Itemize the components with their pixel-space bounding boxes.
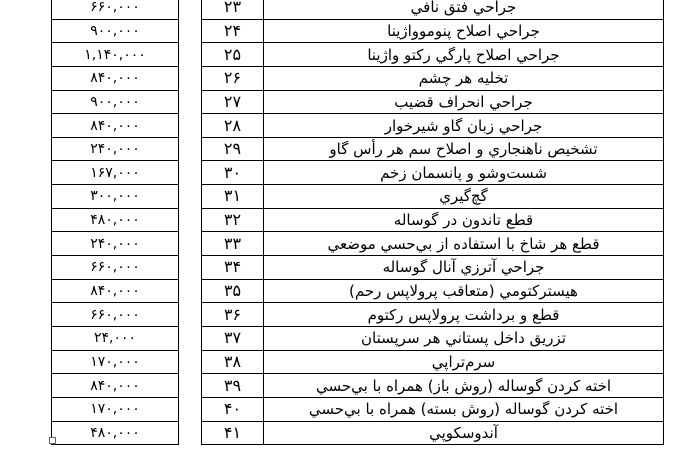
row-description: قطع هر شاخ با استفاده از بي‌حسي موضعي: [264, 232, 664, 256]
price-cell: ۱۶۷,۰۰۰: [52, 161, 179, 185]
price-cell: ۸۴۰,۰۰۰: [52, 279, 179, 303]
row-description: گچ‌گيري: [264, 185, 664, 209]
row-number: ۳۲: [202, 208, 264, 232]
price-cell: ۴۸۰,۰۰۰: [52, 208, 179, 232]
price-cell: ۴۸۰,۰۰۰: [52, 421, 179, 445]
row-number: ۲۵: [202, 43, 264, 67]
row-number: ۴۰: [202, 397, 264, 421]
row-description: جراحي زبان گاو شيرخوار: [264, 114, 664, 138]
price-cell: ۲۴,۰۰۰: [52, 326, 179, 350]
price-row: [52, 137, 179, 161]
price-row: [52, 350, 179, 374]
price-cell: ۶۶۰,۰۰۰: [52, 303, 179, 327]
price-cell: ۸۴۰,۰۰۰: [52, 374, 179, 398]
price-cell: ۲۴۰,۰۰۰: [52, 232, 179, 256]
row-description: جراحي فتق نافي: [264, 0, 664, 19]
row-number: ۳۵: [202, 279, 264, 303]
price-row: [52, 279, 179, 303]
price-row: [52, 421, 179, 445]
table-row: [202, 43, 664, 67]
table-row: [202, 279, 664, 303]
price-row: [52, 208, 179, 232]
table-row: [202, 137, 664, 161]
price-row: [52, 303, 179, 327]
row-number: ۲۷: [202, 90, 264, 114]
table-row: [202, 350, 664, 374]
row-number: ۲۶: [202, 66, 264, 90]
price-cell: ۹۰۰,۰۰۰: [52, 19, 179, 43]
price-cell: ۲۴۰,۰۰۰: [52, 137, 179, 161]
row-number: ۳۶: [202, 303, 264, 327]
row-number: ۳۴: [202, 256, 264, 280]
row-description: تخليه هر چشم: [264, 66, 664, 90]
row-number: ۲۴: [202, 19, 264, 43]
table-anchor-icon: [49, 437, 56, 444]
row-description: قطع تاندون در گوساله: [264, 208, 664, 232]
price-row: [52, 326, 179, 350]
price-cell: ۶۶۰,۰۰۰: [52, 256, 179, 280]
row-description: اخته كردن گوساله (روش باز) همراه با بي‌حسي: [264, 374, 664, 398]
table-row: [202, 232, 664, 256]
row-number: ۲۸: [202, 114, 264, 138]
price-row: [52, 232, 179, 256]
row-description: آندوسکوپي: [264, 421, 664, 445]
price-row: [52, 161, 179, 185]
row-number: ۴۱: [202, 421, 264, 445]
price-row: [52, 374, 179, 398]
price-cell: ۸۴۰,۰۰۰: [52, 114, 179, 138]
row-number: ۳۳: [202, 232, 264, 256]
price-row: [52, 0, 179, 19]
price-row: [52, 397, 179, 421]
row-description: شست‌وشو و پانسمان زخم: [264, 161, 664, 185]
price-row: [52, 19, 179, 43]
row-number: ۲۳: [202, 0, 264, 19]
row-description: جراحي انحراف قضيب: [264, 90, 664, 114]
table-row: [202, 0, 664, 19]
table-row: [202, 374, 664, 398]
row-description: جراحي اصلاح پنوموواژينا: [264, 19, 664, 43]
table-row: [202, 256, 664, 280]
price-cell: ۳۰۰,۰۰۰: [52, 185, 179, 209]
row-description: سرم‌تراپي: [264, 350, 664, 374]
table-row: [202, 208, 664, 232]
price-cell: ۸۴۰,۰۰۰: [52, 66, 179, 90]
row-description: تشخيص ناهنجاري و اصلاح سم هر رأس گاو: [264, 137, 664, 161]
procedure-table: [201, 0, 664, 445]
table-row: [202, 397, 664, 421]
table-row: [202, 19, 664, 43]
row-description: اخته كردن گوساله (روش بسته) همراه با بي‌حسي: [264, 397, 664, 421]
row-number: ۳۷: [202, 326, 264, 350]
row-description: جراحي آترزي آنال گوساله: [264, 256, 664, 280]
table-row: [202, 90, 664, 114]
row-number: ۳۱: [202, 185, 264, 209]
price-row: [52, 185, 179, 209]
table-row: [202, 161, 664, 185]
price-rows: [52, 0, 179, 445]
table-row: [202, 421, 664, 445]
row-description: قطع و برداشت پرولاپس رکتوم: [264, 303, 664, 327]
row-number: ۳۹: [202, 374, 264, 398]
price-table: [51, 0, 179, 445]
row-number: ۳۰: [202, 161, 264, 185]
price-row: [52, 114, 179, 138]
price-row: [52, 256, 179, 280]
price-cell: ۱۷۰,۰۰۰: [52, 350, 179, 374]
row-description: هيسترکتومي (متعاقب پرولاپس رحم): [264, 279, 664, 303]
price-row: [52, 66, 179, 90]
table-row: [202, 185, 664, 209]
price-row: [52, 43, 179, 67]
procedure-rows: [202, 0, 664, 445]
price-cell: ۹۰۰,۰۰۰: [52, 90, 179, 114]
row-number: ۲۹: [202, 137, 264, 161]
price-row: [52, 90, 179, 114]
price-cell: ۶۶۰,۰۰۰: [52, 0, 179, 19]
table-row: [202, 114, 664, 138]
table-row: [202, 303, 664, 327]
price-cell: ۱,۱۴۰,۰۰۰: [52, 43, 179, 67]
price-cell: ۱۷۰,۰۰۰: [52, 397, 179, 421]
row-number: ۳۸: [202, 350, 264, 374]
table-row: [202, 326, 664, 350]
row-description: تزريق داخل پستاني هر سرپستان: [264, 326, 664, 350]
table-row: [202, 66, 664, 90]
row-description: جراحي اصلاح پارگي ركتو واژينا: [264, 43, 664, 67]
